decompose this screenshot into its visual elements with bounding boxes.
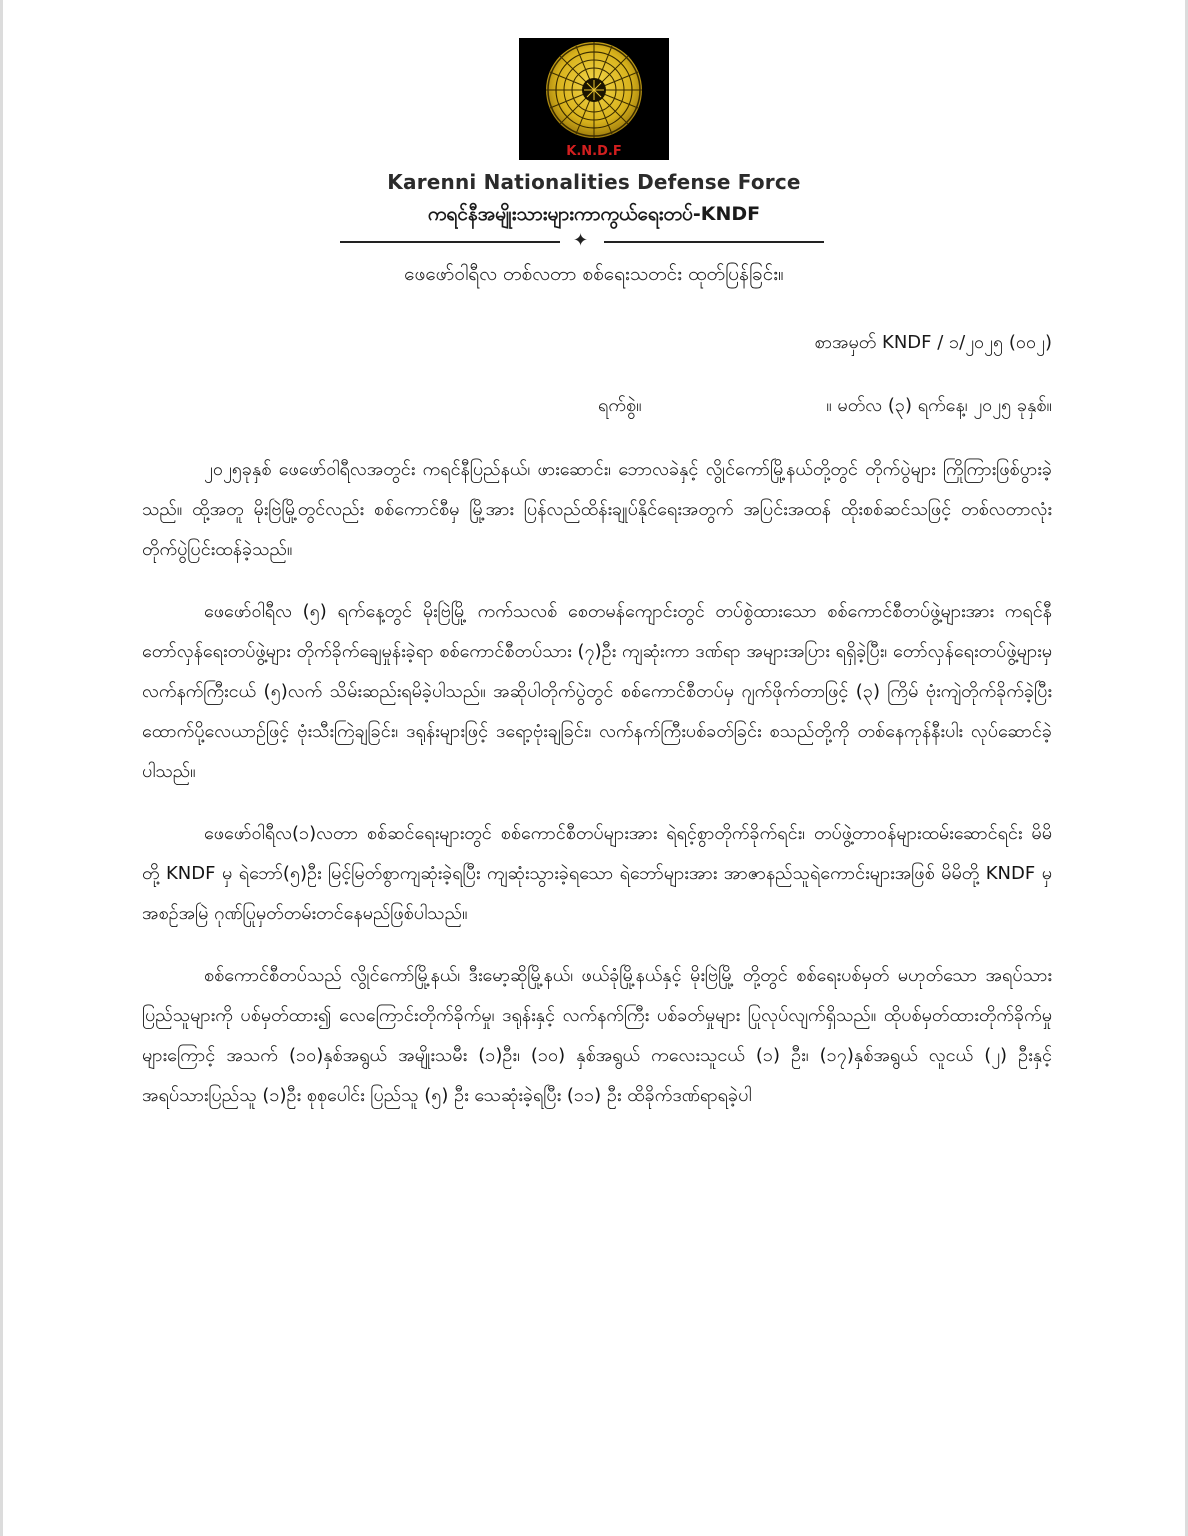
logo-text: K.N.D.F — [566, 144, 622, 159]
paragraph: ဖေဖော်ဝါရီလ (၅) ရက်နေ့တွင် မိုးဗြဲမြို့ ကက်သလစ် စေတမန်ကျောင်းတွင် တပ်စွဲထားသော စစ်ကောင်စီတပ်ဖွဲ့များအား ကရင်နီတော်လှန်ရေးတပ်ဖွဲ့များ တိုက်ခိုက်ချေမှုန်းခဲ့ရာ စစ်ကောင်စီတပ်သား (၇)ဦး ကျဆုံးကာ ဒဏ်ရာ အများအပြား ရရှိခဲ့ပြီး၊ တော်လှန်ရေးတပ်ဖွဲ့များမှ လက်နက်ကြီးငယ် (၅)လက် သိမ်းဆည်းရမိခဲ့ပါသည်။ အဆိုပါတိုက်ပွဲတွင် စစ်ကောင်စီတပ်မှ ဂျက်ဖိုက်တာဖြင့် (၃) ကြိမ် ဗုံးကျဲတိုက်ခိုက်ခဲ့ပြီး ထောက်ပို့လေယာဉ်ဖြင့် ဗုံးသီးကြဲချခြင်း၊ ဒရုန်းများဖြင့် ဒရော့ဗုံးချခြင်း၊ လက်နက်ကြီးပစ်ခတ်ခြင်း စသည်တို့ကို တစ်နေကုန်နီးပါး လုပ်ဆောင်ခဲ့ပါသည်။ — [142, 601, 1052, 782]
date-row — [0, 393, 1188, 423]
four-point-star-icon: ✦ — [573, 230, 589, 251]
org-name-myanmar: ကရင်နီအမျိုးသားများကာကွယ်ရေးတပ်-KNDF — [427, 203, 761, 225]
divider-line-left — [340, 241, 560, 243]
page-edge-left — [0, 0, 3, 1536]
date-value: ။ မတ်လ (၃) ရက်နေ့၊ ၂၀၂၅ ခုနှစ်။ — [826, 395, 1052, 416]
header-divider — [340, 230, 824, 251]
kndf-logo — [519, 38, 669, 160]
paragraph: စစ်ကောင်စီတပ်သည် လွိုင်ကော်မြို့နယ်၊ ဒီးမော့ဆိုမြို့နယ်၊ ဖယ်ခုံမြို့နယ်နှင့် မိုးဗြဲမြို့ တို့တွင် စစ်ရေးပစ်မှတ် မဟုတ်သော အရပ်သားပြည်သူများကို ပစ်မှတ်ထား၍ လေကြောင်းတိုက်ခိုက်မှု၊ ဒရုန်းနှင့် လက်နက်ကြီး ပစ်ခတ်မှုများ ပြုလုပ်လျက်ရှိသည်။ ထိုပစ်မှတ်ထားတိုက်ခိုက်မှုများကြောင့် အသက် (၁၀)နှစ်အရွယ် အမျိုးသမီး (၁)ဦး၊ (၁၀) နှစ်အရွယ် ကလေးသူငယ် (၁) ဦး၊ (၁၇)နှစ်အရွယ် လူငယ် (၂) ဦးနှင့် အရပ်သားပြည်သူ (၁)ဦး စုစုပေါင်း ပြည်သူ (၅) ဦး သေဆုံးခဲ့ရပြီး (၁၁) ဦး ထိခိုက်ဒဏ်ရာရခဲ့ပါ — [142, 965, 1052, 1106]
divider-line-right — [604, 241, 824, 243]
kndf-emblem-icon — [519, 38, 669, 160]
paragraph: ၂၀၂၅ခုနှစ် ဖေဖော်ဝါရီလအတွင်း ကရင်နီပြည်နယ်၊ ဖားဆောင်း၊ ဘောလခဲနှင့် လွိုင်ကော်မြို့နယ်တို့တွင် တိုက်ပွဲများ ကြိုကြားဖြစ်ပွားခဲ့သည်။ ထို့အတူ မိုးဗြဲမြို့တွင်လည်း စစ်ကောင်စီမှ မြို့အား ပြန်လည်ထိန်းချုပ်နိုင်ရေးအတွက် အပြင်းအထန် ထိုးစစ်ဆင်သဖြင့် တစ်လတာလုံး တိုက်ပွဲပြင်းထန်ခဲ့သည်။ — [142, 459, 1052, 560]
reference-number: စာအမှတ် KNDF / ၁/၂၀၂၅ (၀၀၂) — [814, 332, 1052, 353]
document-subject: ဖေဖော်ဝါရီလ တစ်လတာ စစ်ရေးသတင်း ထုတ်ပြန်ခြင်း။ — [404, 263, 784, 285]
document-body — [142, 450, 1052, 1138]
paragraph: ဖေဖော်ဝါရီလ(၁)လတာ စစ်ဆင်ရေးများတွင် စစ်ကောင်စီတပ်များအား ရဲရင့်စွာတိုက်ခိုက်ရင်း၊ တပ်ဖွဲ့တာဝန်များထမ်းဆောင်ရင်း မိမိတို့ KNDF မှ ရဲဘော်(၅)ဦး မြင့်မြတ်စွာကျဆုံးခဲ့ရပြီး ကျဆုံးသွားခဲ့ရသော ရဲဘော်များအား အာဇာနည်သူရဲကောင်းများအဖြစ် မိမိတို့ KNDF မှ အစဉ်အမြဲ ဂုဏ်ပြုမှတ်တမ်းတင်နေမည်ဖြစ်ပါသည်။ — [142, 823, 1052, 924]
org-name-english: Karenni Nationalities Defense Force — [387, 170, 801, 194]
date-label: ရက်စွဲ။ — [598, 395, 642, 416]
